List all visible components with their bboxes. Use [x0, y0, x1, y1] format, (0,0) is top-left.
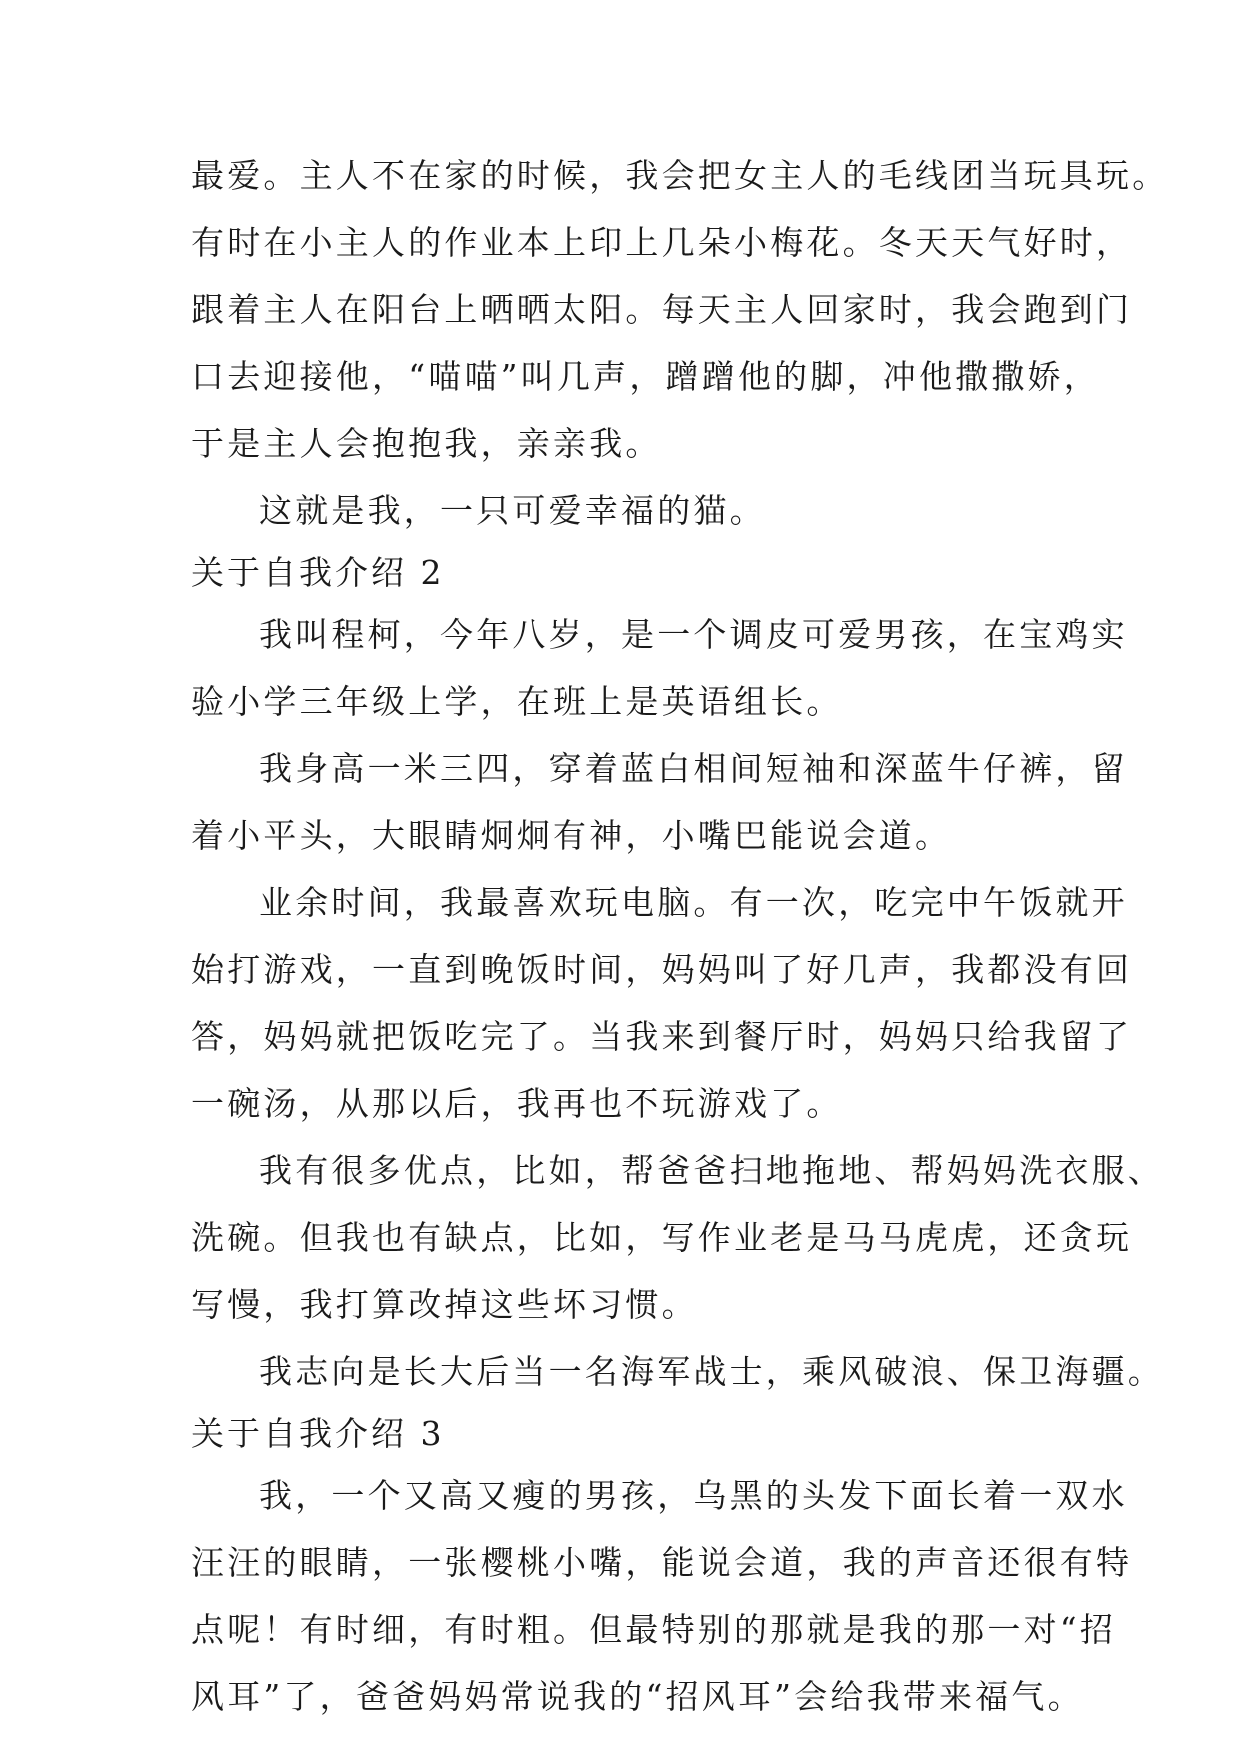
- paragraph-line: 跟着主人在阳台上晒晒太阳。每天主人回家时，我会跑到门: [191, 290, 1133, 329]
- section-heading-3: 关于自我介绍 3: [191, 1414, 445, 1453]
- paragraph-line: 写慢，我打算改掉这些坏习惯。: [191, 1285, 698, 1324]
- paragraph-line: 这就是我，一只可爱幸福的猫。: [259, 491, 766, 530]
- paragraph-line: 风耳”了，爸爸妈妈常说我的“招风耳”会给我带来福气。: [191, 1677, 1084, 1716]
- paragraph-line: 答，妈妈就把饭吃完了。当我来到餐厅时，妈妈只给我留了: [191, 1017, 1133, 1056]
- paragraph-line: 我有很多优点，比如，帮爸爸扫地拖地、帮妈妈洗衣服、: [259, 1151, 1164, 1190]
- paragraph-line: 验小学三年级上学，在班上是英语组长。: [191, 682, 843, 721]
- paragraph-line: 着小平头，大眼睛炯炯有神，小嘴巴能说会道。: [191, 816, 952, 855]
- paragraph-line: 有时在小主人的作业本上印上几朵小梅花。冬天天气好时，: [191, 223, 1133, 262]
- paragraph-line: 点呢！有时细，有时粗。但最特别的那就是我的那一对“招: [191, 1610, 1117, 1649]
- paragraph-line: 我身高一米三四，穿着蓝白相间短袖和深蓝牛仔裤，留: [259, 749, 1128, 788]
- paragraph-line: 一碗汤，从那以后，我再也不玩游戏了。: [191, 1084, 843, 1123]
- paragraph-line: 口去迎接他，“喵喵”叫几声，蹭蹭他的脚，冲他撒撒娇，: [191, 357, 1100, 396]
- paragraph-line: 最爱。主人不在家的时候，我会把女主人的毛线团当玩具玩。: [191, 156, 1169, 195]
- paragraph-line: 洗碗。但我也有缺点，比如，写作业老是马马虎虎，还贪玩: [191, 1218, 1133, 1257]
- paragraph-line: 业余时间，我最喜欢玩电脑。有一次，吃完中午饭就开: [259, 883, 1128, 922]
- paragraph-line: 我叫程柯，今年八岁，是一个调皮可爱男孩，在宝鸡实: [259, 615, 1128, 654]
- section-heading-2: 关于自我介绍 2: [191, 553, 445, 592]
- document-body: [191, 142, 1169, 1730]
- paragraph-line: 我，一个又高又瘦的男孩，乌黑的头发下面长着一双水: [259, 1476, 1128, 1515]
- paragraph-line: 于是主人会抱抱我，亲亲我。: [191, 424, 662, 463]
- paragraph-line: 我志向是长大后当一名海军战士，乘风破浪、保卫海疆。: [259, 1352, 1164, 1391]
- paragraph-line: 汪汪的眼睛，一张樱桃小嘴，能说会道，我的声音还很有特: [191, 1543, 1133, 1582]
- paragraph-line: 始打游戏，一直到晚饭时间，妈妈叫了好几声，我都没有回: [191, 950, 1133, 989]
